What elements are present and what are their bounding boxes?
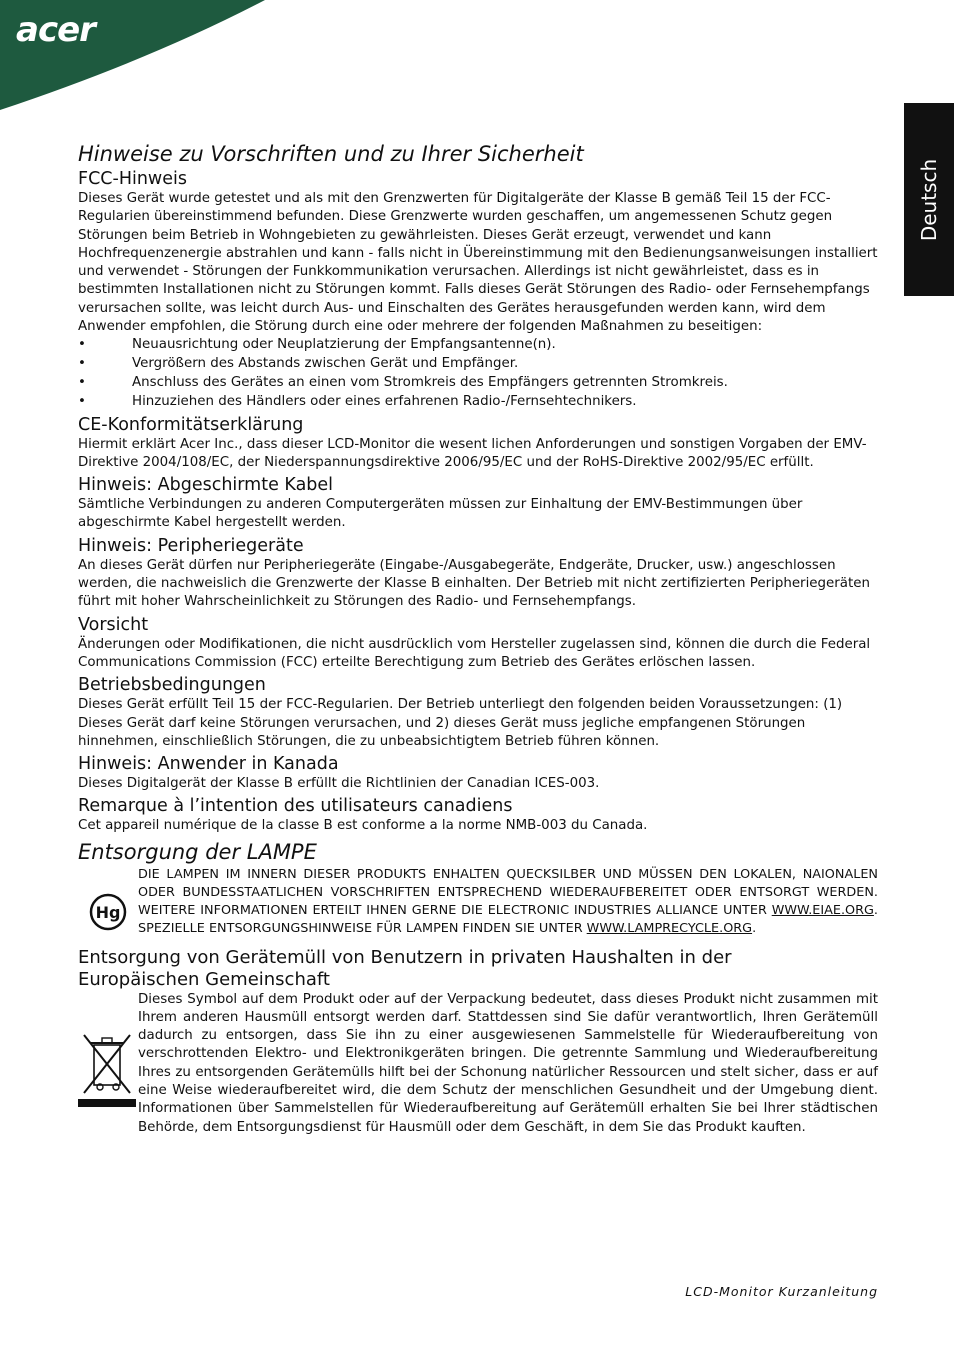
- mercury-icon-label: Hg: [95, 902, 121, 922]
- canada-body: Dieses Digitalgerät der Klasse B erfüllt die Richtlinien der Canadian ICES-003.: [78, 776, 600, 792]
- peripherals-heading: Hinweis: Peripheriegeräte: [78, 535, 304, 556]
- cables-heading: Hinweis: Abgeschirmte Kabel: [78, 475, 334, 496]
- canada-fr-body: Cet appareil numérique de la classe B est conforme a la norme NMB-003 du Canada.: [78, 818, 648, 834]
- fcc-measures-list: [78, 336, 878, 411]
- caution-body: Änderungen oder Modifikationen, die nicht ausdrücklich vom Hersteller zugelassen sind, können die durch die Federal Communications Commission (FCC) erteilte Berechtigung zum Betrieb des Gerätes erlöschen lassen.: [78, 636, 871, 670]
- footer-label: LCD-Monitor Kurzanleitung: [685, 1284, 878, 1299]
- list-item: • Hinzuziehen des Händlers oder eines erfahrenen Radio-/Fernsehtechnikers.: [78, 393, 878, 412]
- header-banner: [0, 0, 954, 110]
- lamprecycle-link[interactable]: WWW.LAMPRECYCLE.ORG: [586, 921, 753, 937]
- list-item: • Vergrößern des Abstands zwischen Gerät und Empfänger.: [78, 355, 878, 374]
- lamp-section: [78, 866, 878, 939]
- list-item: • Neuausrichtung oder Neuplatzierung der Empfangsantenne(n).: [78, 336, 878, 355]
- weee-heading: Entsorgung von Gerätemüll von Benutzern in privaten Haushalten in der Europäischen Gemeinschaft: [78, 946, 732, 990]
- fcc-heading: FCC-Hinweis: [78, 169, 187, 189]
- lamp-text: . SPEZIELLE ENTSORGUNGSHINWEISE FÜR LAMPEN FINDEN SIE UNTER: [138, 903, 878, 937]
- weee-section: [78, 991, 878, 1137]
- language-tab-label: Deutsch: [917, 158, 941, 241]
- language-tab: [904, 103, 954, 296]
- weee-body: Dieses Symbol auf dem Produkt oder auf der Verpackung bedeutet, dass dieses Produkt nicht zusammen mit Ihrem anderen Hausmüll entsorgt werden darf. Stattdessen sind Sie dafür verantwortlich, Ihren Gerätemüll dadurch zu entsorgen, dass Sie ihn zu einer ausgewiesenen Sammelstelle für Wiederaufbereitung von verschrottenden Elektro- und Elektronikgeräten bringen. Die getrennte Sammlung und Wiederaufbereitung Ihres zu entsorgenden Gerätemülls hilft bei der Schonung natürlicher Ressourcen und stelt sicher, dass er auf eine Weise wiederaufbereitet wird, die dem Schutz der menschlichen Gesundheit und der Umgebung dient. Informationen über Sammelstellen für Wiederaufbereitung auf Gerätemüll erhalten Sie bei Ihrer städtischen Behörde, dem Entsorgungsdienst für Hausmüll oder dem Geschäft, in dem Sie das Produkt kauften.: [138, 991, 878, 1135]
- lamp-text: .: [752, 921, 757, 937]
- canada-fr-heading: Remarque à l’intention des utilisateurs canadiens: [78, 796, 513, 817]
- page-title: Hinweise zu Vorschriften und zu Ihrer Sicherheit: [78, 142, 584, 166]
- ce-heading: CE-Konformitätserklärung: [78, 414, 304, 435]
- peripherals-body: An dieses Gerät dürfen nur Peripheriegeräte (Eingabe-/Ausgabegeräte, Endgeräte, Drucker, usw.) angeschlossen werden, die nachweislich die Grenzwerte der Klasse B einhalten. Der Betrieb mit nicht zertifizierten Peripheriegeräten führt mit hoher Wahrscheinlichkeit zu Störungen des Radio- und Fernsehempfangs.: [78, 557, 870, 610]
- conditions-heading: Betriebsbedingungen: [78, 675, 266, 696]
- caution-heading: Vorsicht: [78, 614, 149, 635]
- fcc-body: Dieses Gerät wurde getestet und als mit den Grenzwerten für Digitalgeräte der Klasse B gemäß Teil 15 der FCC-Regularien übereinstimmend befunden. Diese Grenzwerte wurden geschaffen, um angemessenen Schutz gegen Störungen beim Betrieb in Wohngebieten zu gewährleisten. Dieses Gerät erzeugt, verwendet und kann Hochfrequenzenergie abstrahlen und kann - falls nicht in Übereinstimmung mit den Bedienungsanweisungen installiert und verwendet - Störungen der Funkkommunikation verursachen. Allerdings ist nicht gewährleistet, dass es in bestimmten Installationen nicht zu Störungen kommt. Falls dieses Gerät Störungen des Radio- oder Fernsehempfangs verursachen sollte, was leicht durch Aus- und Einschalten des Gerätes herausgefunden werden kann, wird dem Anwender empfohlen, die Störung durch eine oder mehrere der folgenden Maßnahmen zu beseitigen:: [78, 191, 878, 335]
- ce-body: Hiermit erklärt Acer Inc., dass dieser LCD-Monitor die wesent lichen Anforderungen und sonstigen Vorgaben der EMV-Direktive 2004/108/EC, der Niederspannungsdirektive 2006/95/EC und der RoHS-Direktive 2002/95/EC erfüllt.: [78, 436, 867, 470]
- lamp-text: DIE LAMPEN IM INNERN DIESER PRODUKTS ENHALTEN QUECKSILBER UND MÜSSEN DEN LOKALEN, NAIONALEN ODER BUNDESSTAATLICHEN VORSCHRIFTEN ENTSPRECHEND WIEDERAUFBEREITET ODER ENTSORGT WERDEN. WEITERE INFORMATIONEN ERTEILT IHNEN GERNE DIE ELECTRONIC INDUSTRIES ALLIANCE UNTER: [138, 866, 878, 919]
- list-item: • Anschluss des Gerätes an einen vom Stromkreis des Empfängers getrennten Stromkreis.: [78, 374, 878, 393]
- lamp-heading: Entsorgung der LAMPE: [78, 839, 317, 864]
- canada-heading: Hinweis: Anwender in Kanada: [78, 754, 339, 775]
- lamp-body: [138, 866, 878, 939]
- conditions-body: Dieses Gerät erfüllt Teil 15 der FCC-Regularien. Der Betrieb unterliegt den folgenden beiden Voraussetzungen: (1) Dieses Gerät darf keine Störungen verursachen, und 2) dieses Gerät muss jegliche empfangenen Störungen hinnehmen, einschließlich Störungen, die zu unbeabsichtigtem Betrieb führen können.: [78, 697, 843, 749]
- main-content: [78, 140, 878, 1137]
- cables-body: Sämtliche Verbindungen zu anderen Computergeräten müssen zur Einhaltung der EMV-Bestimmungen über abgeschirmte Kabel hergestellt werden.: [78, 497, 803, 531]
- eiae-link[interactable]: WWW.EIAE.ORG: [771, 903, 874, 919]
- acer-logo: acer: [16, 10, 95, 50]
